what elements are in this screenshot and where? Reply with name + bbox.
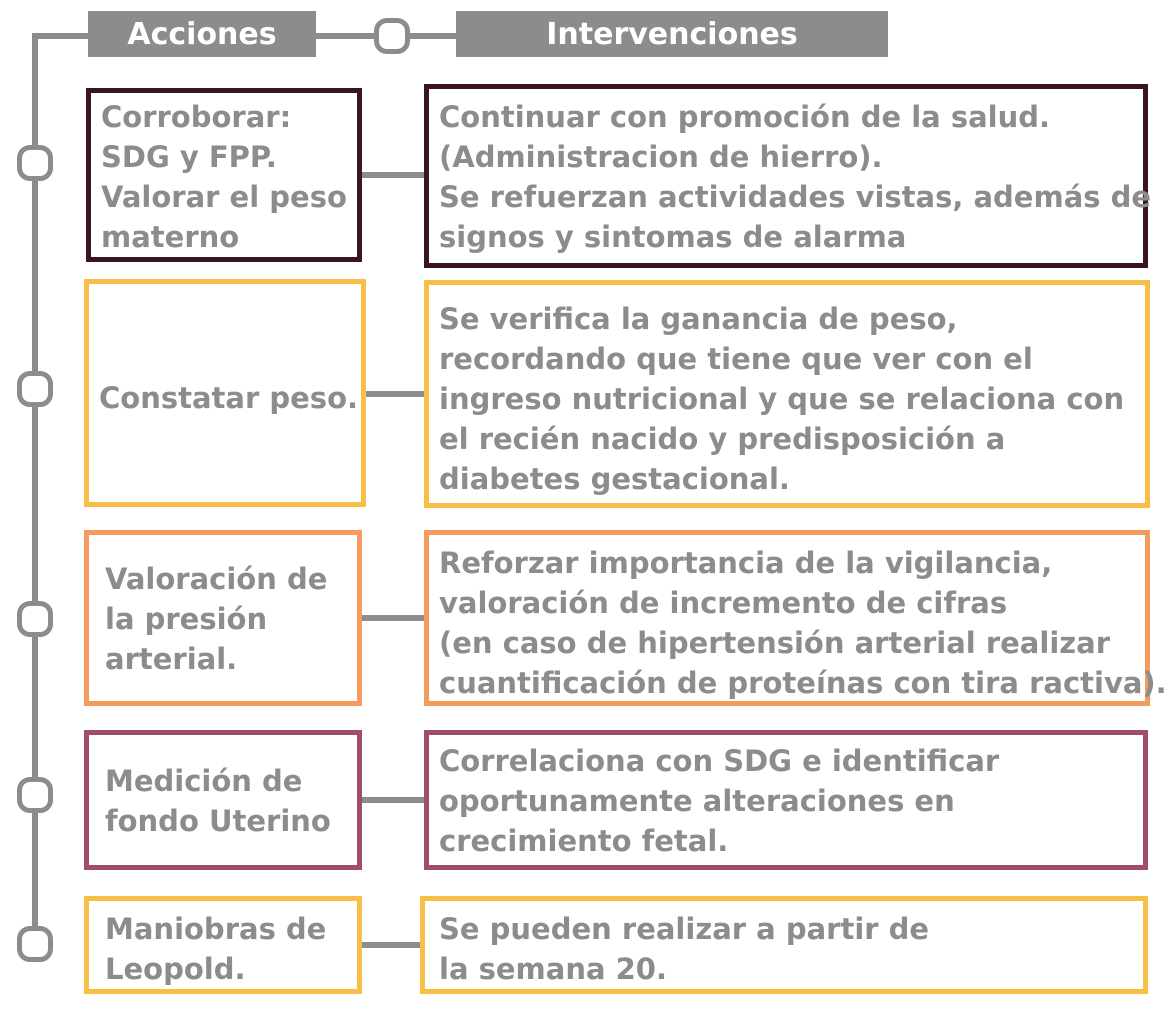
intervention-box (424, 530, 1167, 706)
intervention-text-line: la semana 20. (439, 952, 668, 986)
header-acciones-label: Acciones (127, 16, 277, 52)
intervention-text-line: diabetes gestacional. (439, 462, 790, 496)
timeline-top-connector (32, 33, 90, 39)
intervention-text-line: crecimiento fetal. (439, 824, 729, 858)
timeline-node (17, 145, 53, 181)
header-intervenciones (456, 11, 888, 57)
action-box (84, 730, 362, 870)
intervention-text-line: el recién nacido y predisposición a (439, 422, 1006, 456)
intervention-text-line: Reforzar importancia de la vigilancia, (439, 546, 1053, 580)
timeline-node (17, 926, 53, 962)
row-connector-4 (360, 797, 428, 803)
header-acciones (88, 11, 316, 57)
action-text-line: SDG y FPP. (101, 140, 277, 174)
intervention-text-line: Se refuerzan actividades vistas, además de (439, 180, 1152, 214)
action-box (84, 896, 362, 994)
row-connector-2 (364, 391, 428, 397)
intervention-box (424, 84, 1152, 268)
action-text-line: Maniobras de (105, 912, 327, 946)
header-connector-node (374, 18, 410, 54)
action-text-line: arterial. (105, 642, 238, 676)
intervention-text-line: (en caso de hipertensión arterial realizar (439, 626, 1111, 660)
intervention-text-line: ingreso nutricional y que se relaciona con (439, 382, 1125, 416)
intervention-text-line: oportunamente alteraciones en (439, 784, 955, 818)
intervention-box (424, 730, 1148, 870)
action-box (84, 530, 362, 706)
action-text-line: la presión (105, 602, 268, 636)
intervention-text-line: valoración de incremento de cifras (439, 586, 1008, 620)
action-text-line: Corroborar: (101, 100, 292, 134)
action-box (86, 88, 362, 262)
action-text-line: Valorar el peso (101, 180, 347, 214)
intervention-text-line: recordando que tiene que ver con el (439, 342, 1033, 376)
action-text-line: Medición de (105, 764, 303, 798)
timeline-node (17, 371, 53, 407)
row-connector-3 (360, 615, 428, 621)
intervention-text-line: signos y sintomas de alarma (439, 220, 907, 254)
intervention-text-line: Correlaciona con SDG e identificar (439, 744, 1000, 778)
action-box (84, 279, 366, 507)
timeline-node (17, 601, 53, 637)
row-connector-1 (360, 172, 428, 178)
action-text-line: fondo Uterino (105, 804, 331, 838)
intervention-box (424, 280, 1150, 508)
row-connector-5 (360, 942, 424, 948)
action-text-line: materno (101, 220, 240, 254)
action-text-line: Valoración de (105, 562, 328, 596)
intervention-text-line: cuantificación de proteínas con tira ractiva). (439, 666, 1167, 700)
intervention-text-line: Se pueden realizar a partir de (439, 912, 930, 946)
intervention-box (420, 896, 1148, 994)
action-text-line: Constatar peso. (99, 381, 359, 415)
header-intervenciones-label: Intervenciones (546, 16, 798, 52)
intervention-text-line: Continuar con promoción de la salud. (439, 100, 1051, 134)
timeline-node (17, 777, 53, 813)
intervention-text-line: Se verifica la ganancia de peso, (439, 302, 958, 336)
action-text-line: Leopold. (105, 952, 246, 986)
intervention-text-line: (Administracion de hierro). (439, 140, 883, 174)
